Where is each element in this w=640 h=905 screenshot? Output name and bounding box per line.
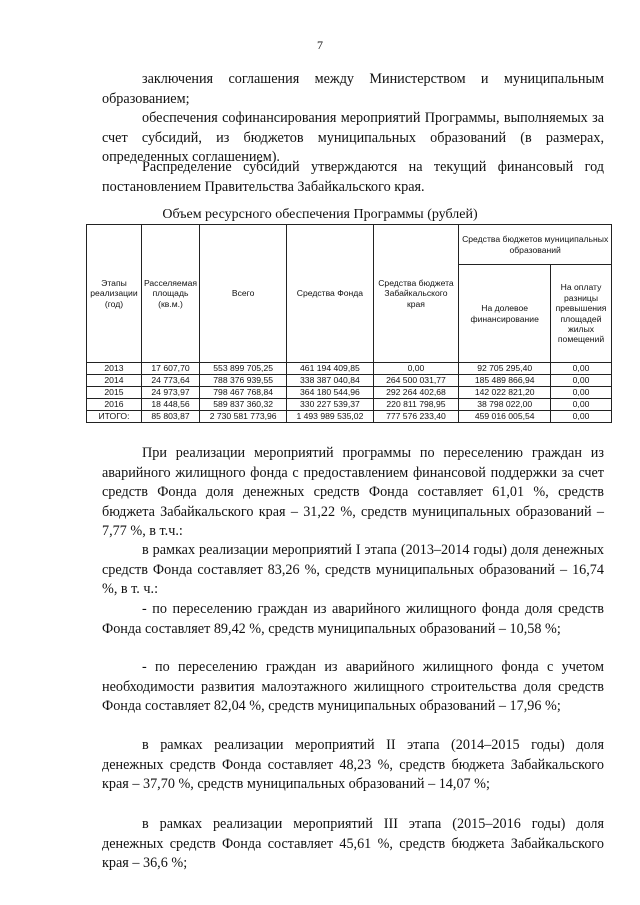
body-paragraph-1: При реализации мероприятий программы по переселению граждан из аварийного жилищного фонда с предоставлением финансовой поддержки за счет средств Фонда доля денежных средств Фонда составляет 61,01 %, средств бюджета Забайкальского края – 31,22 %, средств муниципальных образований – 7,77 %, в т.ч.:	[102, 445, 604, 539]
cell-regional: 777 576 233,40	[373, 411, 459, 423]
intro-paragraph-3: Распределение субсидий утверждаются на текущий финансовый год постановлением Правительства Забайкальского края.	[102, 159, 604, 195]
cell-fund: 364 180 544,96	[287, 387, 373, 399]
table-title: Объем ресурсного обеспечения Программы (рублей)	[162, 207, 478, 222]
cell-total: 589 837 360,32	[200, 399, 287, 411]
cell-fund: 1 493 989 535,02	[287, 411, 373, 423]
body-paragraph-6: в рамках реализации мероприятий III этапа (2015–2016 годы) доля денежных средств Фонда составляет 45,61 %, средств бюджета Забайкальского края – 36,6 %;	[102, 816, 604, 871]
cell-diff: 0,00	[551, 411, 612, 423]
cell-share: 38 798 022,00	[459, 399, 551, 411]
cell-year: 2014	[87, 375, 142, 387]
header-stages: Этапы реализации (год)	[87, 225, 142, 363]
cell-total: 553 899 705,25	[200, 363, 287, 375]
header-municipal-share: На долевое финансирование	[459, 265, 551, 363]
cell-year: ИТОГО:	[87, 411, 142, 423]
intro-paragraph-2: обеспечения софинансирования мероприятий Программы, выполняемых за счет субсидий, из бюджетов муниципальных образований (в размерах, определенных соглашением).	[102, 110, 604, 165]
body-paragraph-3: - по переселению граждан из аварийного жилищного фонда доля средств Фонда составляет 89,42 %, средств муниципальных образований – 10,58 %;	[102, 601, 604, 637]
cell-area: 24 973,97	[141, 387, 199, 399]
header-area: Расселяемая площадь (кв.м.)	[141, 225, 199, 363]
page-number: 7	[317, 38, 323, 52]
table-row	[87, 399, 612, 411]
cell-area: 17 607,70	[141, 363, 199, 375]
header-total: Всего	[200, 225, 287, 363]
body-paragraph-5: в рамках реализации мероприятий II этапа (2014–2015 годы) доля денежных средств Фонда составляет 48,23 %, средств бюджета Забайкальского края – 37,70 %, средств муниципальных образований – 14,07 %;	[102, 737, 604, 792]
cell-share: 142 022 821,20	[459, 387, 551, 399]
cell-year: 2013	[87, 363, 142, 375]
cell-share: 185 489 866,94	[459, 375, 551, 387]
cell-fund: 338 387 040,84	[287, 375, 373, 387]
cell-diff: 0,00	[551, 387, 612, 399]
cell-total: 798 467 768,84	[200, 387, 287, 399]
cell-regional: 220 811 798,95	[373, 399, 459, 411]
table-row	[87, 363, 612, 375]
cell-total: 2 730 581 773,96	[200, 411, 287, 423]
cell-share: 92 705 295,40	[459, 363, 551, 375]
cell-fund: 330 227 539,37	[287, 399, 373, 411]
cell-share: 459 016 005,54	[459, 411, 551, 423]
cell-area: 85 803,87	[141, 411, 199, 423]
cell-regional: 292 264 402,68	[373, 387, 459, 399]
resource-table	[86, 224, 612, 423]
body-paragraph-2: в рамках реализации мероприятий I этапа (2013–2014 годы) доля денежных средств Фонда составляет 83,26 %, средств муниципальных образований – 16,74 %, в т. ч.:	[102, 542, 604, 597]
body-paragraph-4: - по переселению граждан из аварийного жилищного фонда с учетом необходимости развития малоэтажного жилищного строительства доля средств Фонда составляет 82,04 %, средств муниципальных образований – 17,96 %;	[102, 659, 604, 714]
cell-area: 18 448,56	[141, 399, 199, 411]
cell-regional: 264 500 031,77	[373, 375, 459, 387]
table-row-total	[87, 411, 612, 423]
cell-diff: 0,00	[551, 375, 612, 387]
cell-regional: 0,00	[373, 363, 459, 375]
intro-paragraph-1: заключения соглашения между Министерством и муниципальным образованием;	[102, 71, 604, 107]
cell-area: 24 773,64	[141, 375, 199, 387]
header-municipal-diff: На оплату разницы превышения площадей жилых помещений	[551, 265, 612, 363]
cell-year: 2016	[87, 399, 142, 411]
cell-fund: 461 194 409,85	[287, 363, 373, 375]
cell-diff: 0,00	[551, 399, 612, 411]
cell-diff: 0,00	[551, 363, 612, 375]
table-row	[87, 387, 612, 399]
cell-year: 2015	[87, 387, 142, 399]
header-municipal-group: Средства бюджетов муниципальных образований	[459, 225, 612, 265]
header-regional: Средства бюджета Забайкальского края	[373, 225, 459, 363]
cell-total: 788 376 939,55	[200, 375, 287, 387]
table-row	[87, 375, 612, 387]
header-fund: Средства Фонда	[287, 225, 373, 363]
